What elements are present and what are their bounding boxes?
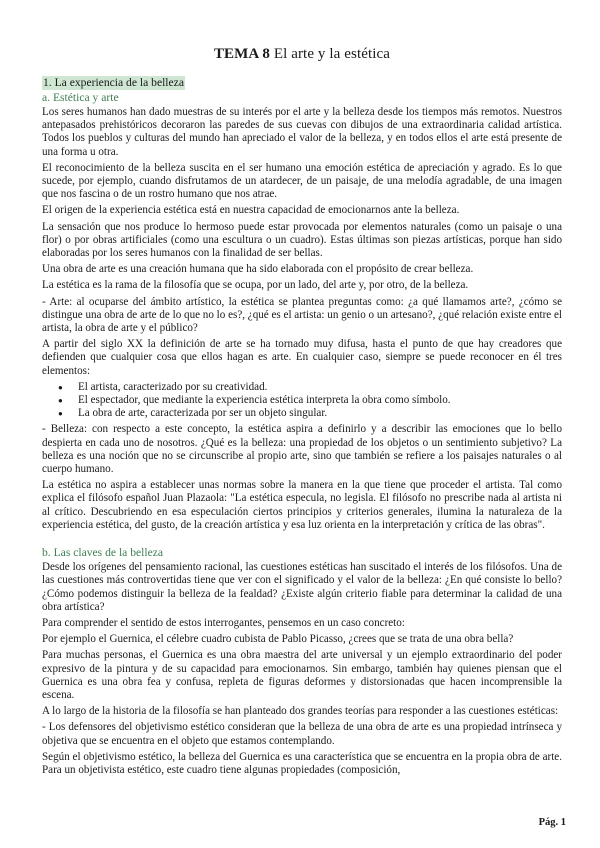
paragraph: La estética es la rama de la filosofía que se ocupa, por un lado, del arte y, por otro, de la belleza. <box>42 279 469 292</box>
paragraph: La sensación que nos produce lo hermoso puede estar provocada por elementos naturales (como un paisaje o una flor) o por obras artificiales (como una escultura o un cuadro). Estas últimas son piezas artísticas, porque han sido elaboradas por los seres humanos con la finalidad de ser bellas. <box>42 220 562 260</box>
list-item: ● El artista, caracterizado por su creatividad. <box>78 381 562 394</box>
paragraph: El origen de la experiencia estética está en nuestra capacidad de emocionarnos ante la belleza. <box>42 204 460 217</box>
paragraph: - Los defensores del objetivismo estético consideran que la belleza de una obra de arte es una propiedad intrínseca y objetiva que se encuentra en el objeto que estamos contemplando. <box>42 721 562 747</box>
list-item: ● El espectador, que mediante la experiencia estética interpreta la obra como símbolo. <box>78 394 562 407</box>
paragraph: Por ejemplo el Guernica, el célebre cuadro cubista de Pablo Picasso, ¿crees que se trata de una obra bella? <box>42 633 514 646</box>
elements-list <box>42 381 562 421</box>
subsection-heading-a: a. Estética y arte <box>42 91 119 104</box>
paragraph: El reconocimiento de la belleza suscita en el ser humano una emoción estética de apreciación y agrado. Es lo que sucede, por ejemplo, cuando disfrutamos de un atardecer, de un paisaje, de una melodía agradable, de una imagen que nos fascina o de un rostro humano que nos atrae. <box>42 161 562 201</box>
page-number: Pág. 1 <box>538 817 566 828</box>
paragraph: Una obra de arte es una creación humana que ha sido elaborada con el propósito de crear belleza. <box>42 263 474 276</box>
title-text: El arte y la estética <box>273 46 391 62</box>
paragraph: Según el objetivismo estético, la belleza del Guernica es una característica que se encuentra en la propia obra de arte. Para un objetivista estético, este cuadro tiene algunas propiedades (composición, <box>42 750 562 776</box>
paragraph: La estética no aspira a establecer unas normas sobre la manera en la que tiene que proceder el artista. Tal como explica el filósofo español Juan Plazaola: "La estética especula, no legisla. El filósofo no prescribe nada al artista ni al crítico. Descubriendo en esa especulación ciertos principios y criterios generales, ilumina la naturaleza de la experiencia estética, del gusto, de la creación artística y esa luz orienta en la interpretación y crítica de las obras". <box>42 479 562 531</box>
paragraph: Para comprender el sentido de estos interrogantes, pensemos en un caso concreto: <box>42 616 405 629</box>
paragraph: - Belleza: con respecto a este concepto, la estética aspira a definirlo y a describir las emociones que lo bello despierta en cada uno de nosotros. ¿Qué es la belleza: una propiedad de los objetos o un sentimiento subjetivo? La belleza es una noción que no se circunscribe al propio arte, sino que también se refiere a los paisajes naturales o al cuerpo humano. <box>42 423 562 476</box>
paragraph: Para muchas personas, el Guernica es una obra maestra del arte universal y un ejemplo extraordinario del poder expresivo de la pintura y de su capacidad para emocionarnos. Sin embargo, también hay quienes piensan que el Guernica es una obra fea y confusa, repleta de figuras deformes y distorsionadas que hacen incomprensible la escena. <box>42 649 562 701</box>
section-heading: 1. La experiencia de la belleza <box>43 76 184 89</box>
paragraph: A partir del siglo XX la definición de arte se ha tornado muy difusa, hasta el punto de que hay creadores que defienden que cualquier cosa que ellos hagan es arte. En cualquier caso, siempre se puede reconocer en él tres elementos: <box>42 338 562 377</box>
paragraph: Desde los orígenes del pensamiento racional, las cuestiones estéticas han suscitado el interés de los filósofos. Una de las cuestiones más controvertidas tiene que ver con el significado y el valor de la belleza: ¿En qué consiste lo bello? ¿Cómo podemos distinguir la belleza de la fealdad? ¿Existe algún criterio fiable para determinar la calidad de una obra artística? <box>42 561 562 613</box>
list-item: ● La obra de arte, caracterizada por ser un objeto singular. <box>78 407 562 420</box>
page-title <box>42 46 562 63</box>
subsection-heading-b: b. Las claves de la belleza <box>42 546 164 560</box>
paragraph: A lo largo de la historia de la filosofía se han planteado dos grandes teorías para responder a las cuestiones estéticas: <box>42 705 559 718</box>
paragraph: Los seres humanos han dado muestras de su interés por el arte y la belleza desde los tiempos más remotos. Nuestros antepasados prehistóricos decoraron las paredes de sus cuevas con dibujos de una extraordinaria calidad artística. Todos los pueblos y culturas del mundo han apreciado el valor de la belleza, y en todos ellos el arte está presente de una forma u otra. <box>42 106 562 158</box>
paragraph: - Arte: al ocuparse del ámbito artístico, la estética se plantea preguntas como: ¿a qué llamamos arte?, ¿cómo se distingue una obra de arte de lo que no lo es?, ¿qué es el artista: un genio o un artesano?, ¿qué relación existe entre el artista, la obra de arte y el público? <box>42 295 562 335</box>
title-number: TEMA 8 <box>213 46 270 62</box>
document-page <box>42 46 562 780</box>
